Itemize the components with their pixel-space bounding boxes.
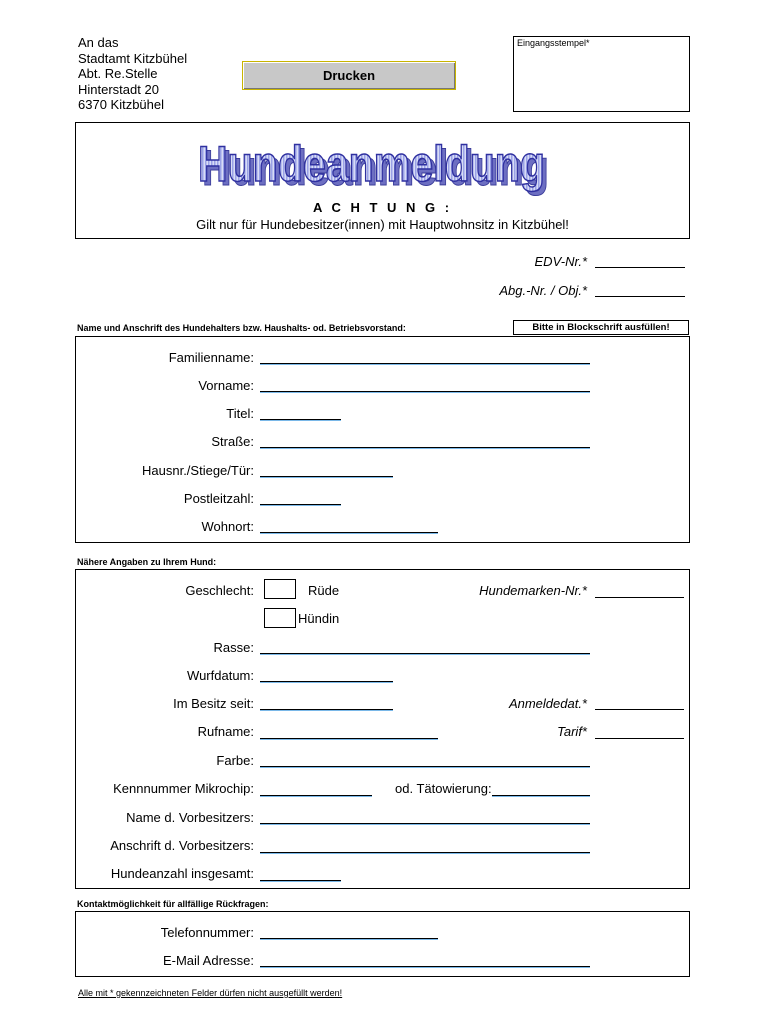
tag-nr-field <box>595 597 684 598</box>
contact-section-heading: Kontaktmöglichkeit für allfällige Rückfragen: <box>77 899 269 909</box>
birthdate-label: Wurfdatum: <box>187 668 254 683</box>
house-number-label: Hausnr./Stiege/Tür: <box>142 463 254 478</box>
surname-field[interactable] <box>260 363 590 364</box>
recipient-address <box>78 35 187 113</box>
tariff-label: Tarif* <box>557 724 587 739</box>
email-label: E-Mail Adresse: <box>162 953 254 968</box>
edv-label: EDV-Nr.* <box>534 254 587 269</box>
address-line: Hinterstadt 20 <box>78 81 159 97</box>
title-field[interactable] <box>260 419 341 420</box>
phone-field[interactable] <box>260 938 438 939</box>
surname-label: Familienname: <box>168 350 254 365</box>
phone-label: Telefonnummer: <box>160 925 254 940</box>
abg-label: Abg.-Nr. / Obj.* <box>499 283 587 298</box>
tariff-field <box>595 738 684 739</box>
title-wordart <box>196 127 556 199</box>
house-number-field[interactable] <box>260 476 393 477</box>
address-line: 6370 Kitzbühel <box>78 97 165 112</box>
tag-nr-label: Hundemarken-Nr.* <box>479 583 587 598</box>
previous-owner-field[interactable] <box>260 823 590 824</box>
stamp-label: Eingangsstempel* <box>517 38 590 48</box>
dog-section-heading: Nähere Angaben zu Ihrem Hund: <box>77 557 217 567</box>
registration-date-label: Anmeldedat.* <box>508 696 587 711</box>
title-box <box>75 122 690 239</box>
postcode-field[interactable] <box>260 504 341 505</box>
firstname-label: Vorname: <box>198 378 254 393</box>
microchip-label: Kennnummer Mikrochip: <box>113 781 254 796</box>
owned-since-field[interactable] <box>260 709 393 710</box>
address-line: Stadtamt Kitzbühel <box>78 50 188 66</box>
tattoo-field[interactable] <box>492 795 590 796</box>
microchip-field[interactable] <box>260 795 372 796</box>
female-checkbox[interactable] <box>264 608 296 628</box>
previous-owner-address-field[interactable] <box>260 852 590 853</box>
city-field[interactable] <box>260 532 438 533</box>
tattoo-label: od. Tätowierung: <box>395 781 492 796</box>
city-label: Wohnort: <box>201 519 254 534</box>
address-line: An das <box>78 35 119 50</box>
female-label: Hündin <box>298 611 340 626</box>
male-checkbox[interactable] <box>264 579 296 599</box>
firstname-field[interactable] <box>260 391 590 392</box>
birthdate-field[interactable] <box>260 681 393 682</box>
registration-date-field <box>595 709 684 710</box>
stamp-box <box>513 36 690 112</box>
color-label: Farbe: <box>216 753 254 768</box>
page-title: Hundeanmeldung <box>198 136 545 192</box>
street-label: Straße: <box>211 434 254 449</box>
dog-count-label: Hundeanzahl insgesamt: <box>110 866 254 881</box>
call-name-field[interactable] <box>260 738 438 739</box>
svg-text:Hundeanmeldung: Hundeanmeldung <box>202 140 549 196</box>
address-line: Abt. Re.Stelle <box>78 66 158 81</box>
street-field[interactable] <box>260 447 590 448</box>
breed-label: Rasse: <box>213 640 254 655</box>
block-letters-hint: Bitte in Blockschrift ausfüllen! <box>513 320 689 335</box>
abg-field <box>595 296 685 297</box>
previous-owner-label: Name d. Vorbesitzers: <box>126 810 254 825</box>
notice-text: Gilt nur für Hundebesitzer(innen) mit Hauptwohnsitz in Kitzbühel! <box>196 217 569 232</box>
achtung-heading: A C H T U N G : <box>312 200 453 215</box>
edv-field <box>595 267 685 268</box>
dog-count-field[interactable] <box>260 880 341 881</box>
male-label: Rüde <box>308 583 340 598</box>
call-name-label: Rufname: <box>197 724 254 739</box>
print-button[interactable]: Drucken <box>242 61 456 90</box>
title-label: Titel: <box>226 406 254 421</box>
email-field[interactable] <box>260 966 590 967</box>
owned-since-label: Im Besitz seit: <box>173 696 254 711</box>
breed-field[interactable] <box>260 653 590 654</box>
previous-owner-address-label: Anschrift d. Vorbesitzers: <box>110 838 254 853</box>
postcode-label: Postleitzahl: <box>183 491 254 506</box>
owner-section-heading: Name und Anschrift des Hundehalters bzw. Haushalts- od. Betriebsvorstand: <box>77 323 406 333</box>
footer-note: Alle mit * gekennzeichneten Felder dürfen nicht ausgefüllt werden! <box>78 988 343 998</box>
color-field[interactable] <box>260 766 590 767</box>
gender-label: Geschlecht: <box>185 583 254 598</box>
